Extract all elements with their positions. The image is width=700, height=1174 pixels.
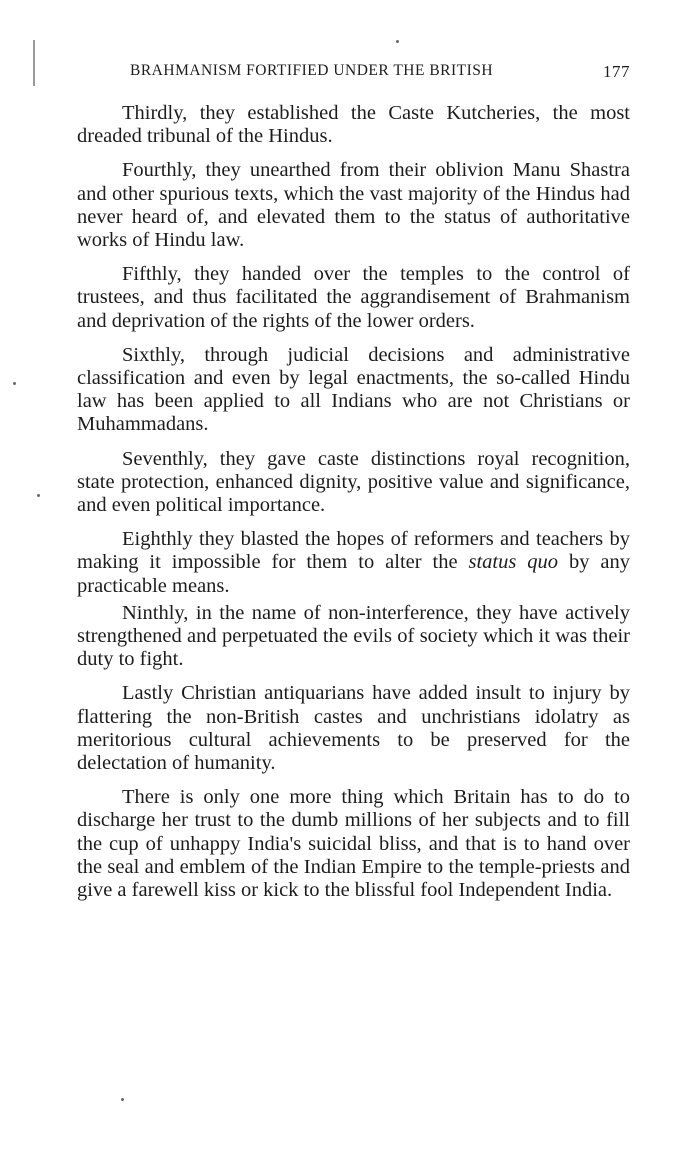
eighthly-text-start: Eighthly they blasted the hopes of reformers and teachers by making it impossible for them to alter the — [77, 528, 630, 574]
paragraph-ninthly: Ninthly, in the name of non-interference, they have actively strengthened and perpetuated the evils of society which it was their duty to fight. — [77, 601, 630, 671]
eighthly-text-end: by any practicable means. — [77, 551, 630, 597]
paragraph-closing: There is only one more thing which Britain has to do to discharge her trust to the dumb millions of her subjects and to fill the cup of unhappy India's suicidal bliss, and that is to hand over the seal and emblem of the Indian Empire to the temple-priests and give a farewell kiss or kick to the blissful fool Independent India. — [77, 786, 630, 902]
paragraph-lastly: Lastly Christian antiquarians have added insult to injury by flattering the non-British castes and unchristians idolatry as meritorious cultural achievements to be preserved for the delectation of humanity. — [77, 682, 630, 775]
paragraph-eighthly — [77, 528, 630, 598]
scan-speck — [121, 1098, 124, 1101]
status-quo-italic: status quo — [468, 551, 559, 574]
body-text — [77, 102, 630, 913]
page-number: 177 — [603, 62, 630, 81]
scan-speck — [37, 494, 40, 497]
scan-speck — [13, 382, 16, 385]
scan-speck — [396, 40, 399, 43]
running-title: BRAHMANISM FORTIFIED UNDER THE BRITISH — [130, 62, 494, 79]
paragraph-fourthly: Fourthly, they unearthed from their oblivion Manu Shastra and other spurious texts, which the vast majority of the Hindus had never heard of, and elevated them to the status of authoritative works of Hindu law. — [77, 159, 630, 252]
scan-edge-mark — [33, 40, 35, 86]
paragraph-fifthly: Fifthly, they handed over the temples to the control of trustees, and thus facilitated the aggrandisement of Brahmanism and deprivation of the rights of the lower orders. — [77, 263, 630, 332]
paragraph-seventhly: Seventhly, they gave caste distinctions royal recognition, state protection, enhanced dignity, positive value and significance, and even political importance. — [77, 447, 630, 517]
paragraph-sixthly: Sixthly, through judicial decisions and administrative classification and even by legal enactments, the so-called Hindu law has been applied to all Indians who are not Christians or Muhammadans. — [77, 343, 630, 436]
running-head — [130, 62, 630, 90]
paragraph-thirdly: Thirdly, they established the Caste Kutcheries, the most dreaded tribunal of the Hindus. — [77, 102, 630, 148]
